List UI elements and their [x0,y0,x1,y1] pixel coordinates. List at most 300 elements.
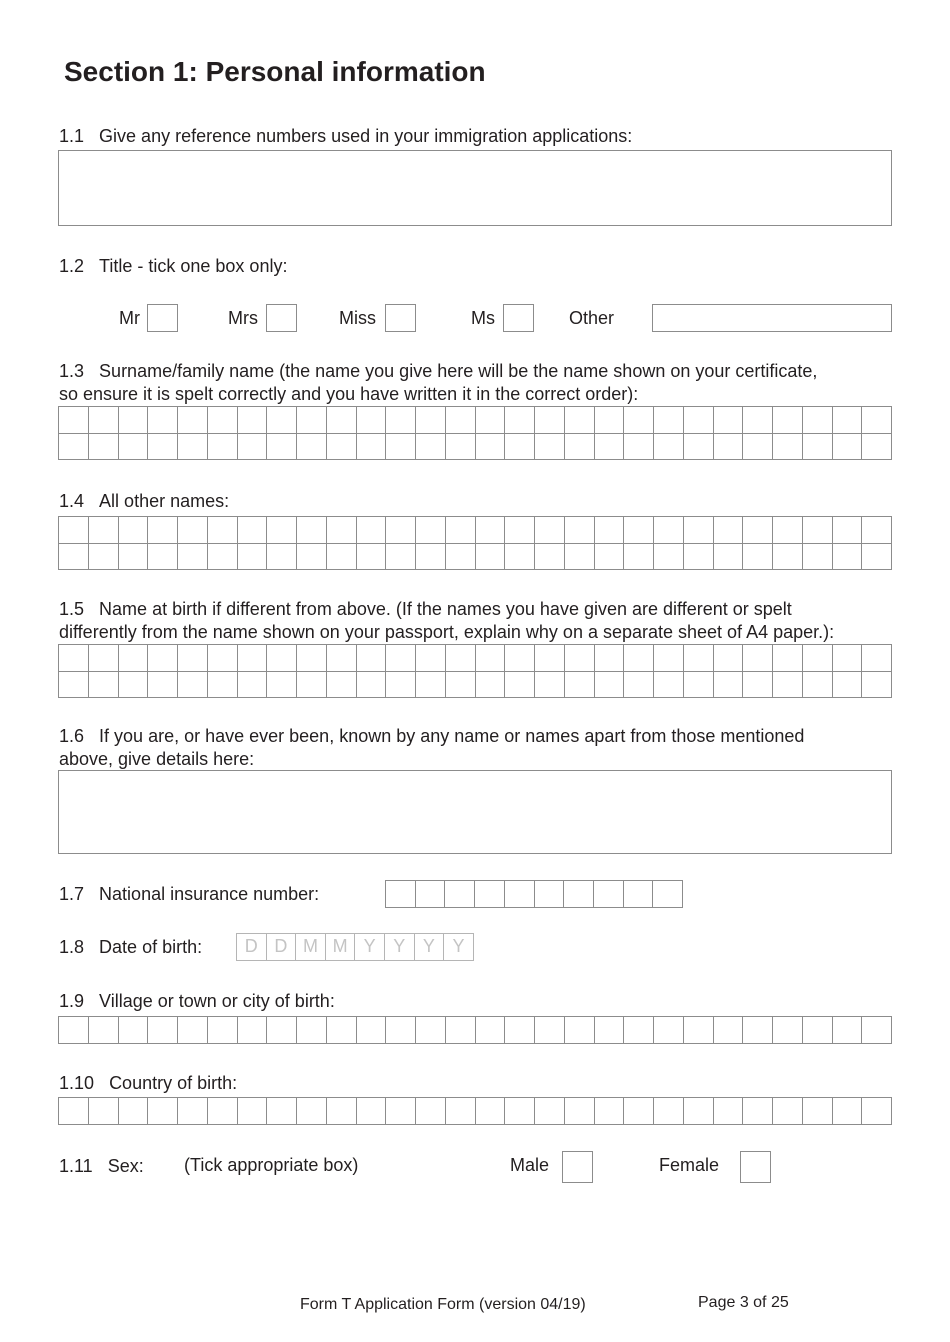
dob-day-2-cell[interactable]: D [267,934,297,961]
input-cell[interactable] [773,645,803,672]
country-of-birth-grid[interactable] [58,1097,892,1125]
input-cell[interactable] [89,544,119,571]
input-cell[interactable] [267,1017,297,1044]
input-cell[interactable] [297,645,327,672]
input-cell[interactable] [89,672,119,699]
input-cell[interactable] [238,517,268,544]
input-cell[interactable] [297,517,327,544]
input-cell[interactable] [535,881,565,908]
input-cell[interactable] [416,544,446,571]
input-cell[interactable] [773,1098,803,1125]
input-cell[interactable] [416,645,446,672]
input-cell[interactable] [833,1098,863,1125]
question-1-8 [59,937,202,958]
input-cell[interactable] [684,1098,714,1125]
input-cell[interactable] [476,517,506,544]
input-cell[interactable] [862,434,892,461]
input-cell[interactable] [535,407,565,434]
title-option-label-ms: Ms [471,308,495,328]
question-number: 1.4 [59,491,85,511]
input-cell[interactable] [267,407,297,434]
input-cell[interactable] [238,434,268,461]
input-cell[interactable] [89,517,119,544]
input-cell[interactable] [416,434,446,461]
question-number: 1.7 [59,884,85,904]
input-cell[interactable] [238,1017,268,1044]
title-option-label-other: Other [569,308,615,328]
input-cell[interactable] [327,407,357,434]
question-text: Date of birth: [99,937,203,957]
input-cell[interactable] [357,407,387,434]
input-cell[interactable] [297,434,327,461]
input-cell[interactable] [714,1017,744,1044]
input-cell[interactable] [119,434,149,461]
input-cell[interactable] [476,645,506,672]
input-cell[interactable] [773,407,803,434]
name-at-birth-grid[interactable] [58,644,892,698]
question-number: 1.11 [59,1156,93,1176]
input-cell[interactable] [386,544,416,571]
input-cell[interactable] [119,672,149,699]
sex-hint: (Tick appropriate box) [184,1155,359,1175]
input-cell[interactable] [148,407,178,434]
question-1-2 [59,256,287,277]
input-cell[interactable] [178,517,208,544]
title-ms-checkbox[interactable] [503,304,534,332]
input-cell[interactable] [238,544,268,571]
question-1-3 [59,361,817,382]
input-cell[interactable] [297,407,327,434]
input-cell[interactable] [714,517,744,544]
input-cell[interactable] [327,517,357,544]
footer-page-number: Page 3 of 25 [698,1294,789,1311]
surname-grid[interactable] [58,406,892,460]
input-cell[interactable] [684,544,714,571]
input-cell[interactable] [505,434,535,461]
input-cell[interactable] [476,1017,506,1044]
question-number: 1.6 [59,726,85,746]
input-cell[interactable] [238,672,268,699]
input-cell[interactable] [178,1017,208,1044]
input-cell[interactable] [238,1098,268,1125]
input-cell[interactable] [327,645,357,672]
input-cell[interactable] [119,544,149,571]
input-cell[interactable] [803,434,833,461]
input-cell[interactable] [327,1017,357,1044]
input-cell[interactable] [148,517,178,544]
question-number: 1.1 [59,126,85,146]
question-number: 1.3 [59,361,85,381]
input-cell[interactable] [624,645,654,672]
input-cell[interactable] [833,672,863,699]
input-cell[interactable] [714,434,744,461]
input-cell[interactable] [89,407,119,434]
input-cell[interactable] [357,645,387,672]
question-1-3-line2: so ensure it is spelt correctly and you have written it in the correct order): [59,384,639,404]
input-cell[interactable] [624,517,654,544]
input-cell[interactable] [505,672,535,699]
input-cell[interactable] [862,544,892,571]
input-cell[interactable] [446,1098,476,1125]
sex-male-label: Male [510,1155,550,1175]
input-cell[interactable] [267,544,297,571]
title-other-field[interactable] [652,304,892,332]
input-cell[interactable] [476,434,506,461]
input-cell[interactable] [743,544,773,571]
input-cell[interactable] [595,1017,625,1044]
input-cell[interactable] [59,407,89,434]
input-cell[interactable] [714,1098,744,1125]
input-cell[interactable] [653,881,683,908]
dob-year-1-cell[interactable]: Y [355,934,385,961]
question-1-11 [59,1156,144,1177]
input-cell[interactable] [386,407,416,434]
input-cell[interactable] [357,672,387,699]
input-cell[interactable] [654,1098,684,1125]
input-cell[interactable] [803,544,833,571]
input-cell[interactable] [119,407,149,434]
input-cell[interactable] [803,1098,833,1125]
input-cell[interactable] [446,517,476,544]
input-cell[interactable] [267,517,297,544]
input-cell[interactable] [208,672,238,699]
input-cell[interactable] [59,1098,89,1125]
input-cell[interactable] [178,1098,208,1125]
sex-male-checkbox[interactable] [562,1151,593,1183]
input-cell[interactable] [862,407,892,434]
input-cell[interactable] [654,407,684,434]
input-cell[interactable] [178,407,208,434]
dob-day-1-cell[interactable]: D [237,934,267,961]
question-text: Country of birth: [109,1073,238,1093]
question-text: Title - tick one box only: [99,256,288,276]
input-cell[interactable] [743,517,773,544]
sex-female-checkbox[interactable] [740,1151,771,1183]
input-cell[interactable] [386,1017,416,1044]
input-cell[interactable] [564,881,594,908]
input-cell[interactable] [684,407,714,434]
input-cell[interactable] [654,1017,684,1044]
input-cell[interactable] [446,544,476,571]
input-cell[interactable] [565,434,595,461]
input-cell[interactable] [386,517,416,544]
input-cell[interactable] [445,881,475,908]
input-cell[interactable] [297,1017,327,1044]
input-cell[interactable] [714,407,744,434]
input-cell[interactable] [773,544,803,571]
input-cell[interactable] [208,1017,238,1044]
input-cell[interactable] [119,1098,149,1125]
input-cell[interactable] [297,1098,327,1125]
input-cell[interactable] [654,645,684,672]
place-of-birth-grid[interactable] [58,1016,892,1044]
input-cell[interactable] [59,517,89,544]
title-miss-checkbox[interactable] [385,304,416,332]
national-insurance-grid[interactable] [385,880,683,908]
input-cell[interactable] [416,407,446,434]
question-text: Sex: [107,1156,144,1176]
input-cell[interactable] [357,544,387,571]
input-cell[interactable] [862,672,892,699]
input-cell[interactable] [535,544,565,571]
input-cell[interactable] [475,881,505,908]
input-cell[interactable] [595,1098,625,1125]
input-cell[interactable] [535,1017,565,1044]
question-text: Village or town or city of birth: [99,991,335,1011]
input-cell[interactable] [89,434,119,461]
input-cell[interactable] [535,645,565,672]
input-cell[interactable] [148,544,178,571]
input-cell[interactable] [624,1098,654,1125]
title-mr-checkbox[interactable] [147,304,178,332]
input-cell[interactable] [535,1098,565,1125]
input-cell[interactable] [624,1017,654,1044]
input-cell[interactable] [654,672,684,699]
input-cell[interactable] [595,544,625,571]
input-cell[interactable] [119,517,149,544]
question-1-5 [59,599,792,620]
input-cell[interactable] [565,517,595,544]
input-cell[interactable] [624,672,654,699]
question-1-4 [59,491,229,512]
question-1-7 [59,884,319,905]
input-cell[interactable] [148,672,178,699]
title-option-label-mr: Mr [119,308,140,328]
input-cell[interactable] [267,434,297,461]
input-cell[interactable] [833,434,863,461]
input-cell[interactable] [684,517,714,544]
input-cell[interactable] [803,407,833,434]
input-cell[interactable] [267,672,297,699]
input-cell[interactable] [505,1098,535,1125]
input-cell[interactable] [446,1017,476,1044]
input-cell[interactable] [386,672,416,699]
input-cell[interactable] [327,672,357,699]
dob-year-2-cell[interactable]: Y [385,934,415,961]
input-cell[interactable] [89,645,119,672]
input-cell[interactable] [654,434,684,461]
input-cell[interactable] [327,1098,357,1125]
title-mrs-checkbox[interactable] [266,304,297,332]
input-cell[interactable] [565,672,595,699]
input-cell[interactable] [416,1098,446,1125]
input-cell[interactable] [446,434,476,461]
input-cell[interactable] [684,434,714,461]
input-cell[interactable] [416,1017,446,1044]
reference-numbers-field[interactable] [58,150,892,226]
input-cell[interactable] [714,645,744,672]
input-cell[interactable] [357,434,387,461]
input-cell[interactable] [684,1017,714,1044]
input-cell[interactable] [714,672,744,699]
input-cell[interactable] [654,544,684,571]
input-cell[interactable] [208,407,238,434]
input-cell[interactable] [59,672,89,699]
input-cell[interactable] [862,645,892,672]
input-cell[interactable] [743,645,773,672]
input-cell[interactable] [565,1098,595,1125]
input-cell[interactable] [833,517,863,544]
input-cell[interactable] [505,645,535,672]
input-cell[interactable] [476,1098,506,1125]
section-title: Section 1: Personal information [64,56,486,87]
input-cell[interactable] [357,1098,387,1125]
dob-year-3-cell[interactable]: Y [415,934,445,961]
dob-month-2-cell[interactable]: M [326,934,356,961]
input-cell[interactable] [59,434,89,461]
question-number: 1.10 [59,1073,95,1093]
question-1-6 [59,726,804,747]
input-cell[interactable] [148,434,178,461]
input-cell[interactable] [327,544,357,571]
question-text: Name at birth if different from above. (If the names you have given are different or spelt [99,599,792,619]
input-cell[interactable] [446,672,476,699]
input-cell[interactable] [178,645,208,672]
input-cell[interactable] [624,407,654,434]
input-cell[interactable] [773,1017,803,1044]
input-cell[interactable] [624,881,654,908]
input-cell[interactable] [773,517,803,544]
input-cell[interactable] [654,517,684,544]
input-cell[interactable] [833,407,863,434]
input-cell[interactable] [505,881,535,908]
input-cell[interactable] [178,434,208,461]
input-cell[interactable] [297,672,327,699]
input-cell[interactable] [446,407,476,434]
input-cell[interactable] [624,544,654,571]
input-cell[interactable] [148,1017,178,1044]
input-cell[interactable] [535,517,565,544]
input-cell[interactable] [208,645,238,672]
input-cell[interactable] [505,517,535,544]
input-cell[interactable] [178,544,208,571]
input-cell[interactable] [267,1098,297,1125]
input-cell[interactable] [505,544,535,571]
dob-month-1-cell[interactable]: M [296,934,326,961]
input-cell[interactable] [862,1017,892,1044]
input-cell[interactable] [59,544,89,571]
input-cell[interactable] [743,1017,773,1044]
input-cell[interactable] [238,407,268,434]
input-cell[interactable] [684,672,714,699]
input-cell[interactable] [505,407,535,434]
other-names-grid[interactable] [58,516,892,570]
question-text: Give any reference numbers used in your immigration applications: [99,126,633,146]
question-number: 1.8 [59,937,85,957]
input-cell[interactable] [148,1098,178,1125]
input-cell[interactable] [178,672,208,699]
input-cell[interactable] [327,434,357,461]
input-cell[interactable] [89,1098,119,1125]
input-cell[interactable] [833,544,863,571]
input-cell[interactable] [714,544,744,571]
input-cell[interactable] [476,672,506,699]
input-cell[interactable] [684,645,714,672]
input-cell[interactable] [297,544,327,571]
input-cell[interactable] [208,434,238,461]
input-cell[interactable] [833,645,863,672]
input-cell[interactable] [803,645,833,672]
input-cell[interactable] [743,1098,773,1125]
input-cell[interactable] [386,645,416,672]
input-cell[interactable] [565,645,595,672]
question-number: 1.2 [59,256,85,276]
input-cell[interactable] [595,434,625,461]
input-cell[interactable] [416,672,446,699]
input-cell[interactable] [446,645,476,672]
question-1-5-line2: differently from the name shown on your passport, explain why on a separate sheet of A4 paper.): [59,622,835,642]
input-cell[interactable] [833,1017,863,1044]
input-cell[interactable] [565,544,595,571]
input-cell[interactable] [624,434,654,461]
input-cell[interactable] [595,407,625,434]
input-cell[interactable] [595,645,625,672]
input-cell[interactable] [119,1017,149,1044]
input-cell[interactable] [238,645,268,672]
input-cell[interactable] [803,672,833,699]
input-cell[interactable] [535,672,565,699]
input-cell[interactable] [743,434,773,461]
input-cell[interactable] [89,1017,119,1044]
input-cell[interactable] [208,1098,238,1125]
question-number: 1.9 [59,991,85,1011]
input-cell[interactable] [535,434,565,461]
input-cell[interactable] [119,645,149,672]
input-cell[interactable] [357,517,387,544]
title-option-label-mrs: Mrs [228,308,258,328]
input-cell[interactable] [416,881,446,908]
input-cell[interactable] [386,434,416,461]
input-cell[interactable] [208,517,238,544]
input-cell[interactable] [476,544,506,571]
question-number: 1.5 [59,599,85,619]
input-cell[interactable] [386,1098,416,1125]
input-cell[interactable] [743,407,773,434]
input-cell[interactable] [208,544,238,571]
dob-year-4-cell[interactable]: Y [444,934,474,961]
question-text: National insurance number: [99,884,320,904]
input-cell[interactable] [505,1017,535,1044]
input-cell[interactable] [565,1017,595,1044]
input-cell[interactable] [267,645,297,672]
sex-female-label: Female [659,1155,720,1175]
other-names-details-field[interactable] [58,770,892,854]
input-cell[interactable] [594,881,624,908]
title-option-label-miss: Miss [339,308,376,328]
input-cell[interactable] [862,517,892,544]
input-cell[interactable] [416,517,446,544]
input-cell[interactable] [803,517,833,544]
question-text: Surname/family name (the name you give here will be the name shown on your certificate, [99,361,818,381]
input-cell[interactable] [386,881,416,908]
input-cell[interactable] [595,672,625,699]
footer-form-version: Form T Application Form (version 04/19) [300,1296,586,1313]
input-cell[interactable] [803,1017,833,1044]
input-cell[interactable] [595,517,625,544]
input-cell[interactable] [476,407,506,434]
input-cell[interactable] [773,672,803,699]
input-cell[interactable] [357,1017,387,1044]
question-1-6-line2: above, give details here: [59,749,255,769]
date-of-birth-field[interactable] [236,933,474,961]
input-cell[interactable] [59,645,89,672]
input-cell[interactable] [565,407,595,434]
input-cell[interactable] [773,434,803,461]
input-cell[interactable] [148,645,178,672]
input-cell[interactable] [59,1017,89,1044]
input-cell[interactable] [862,1098,892,1125]
input-cell[interactable] [743,672,773,699]
